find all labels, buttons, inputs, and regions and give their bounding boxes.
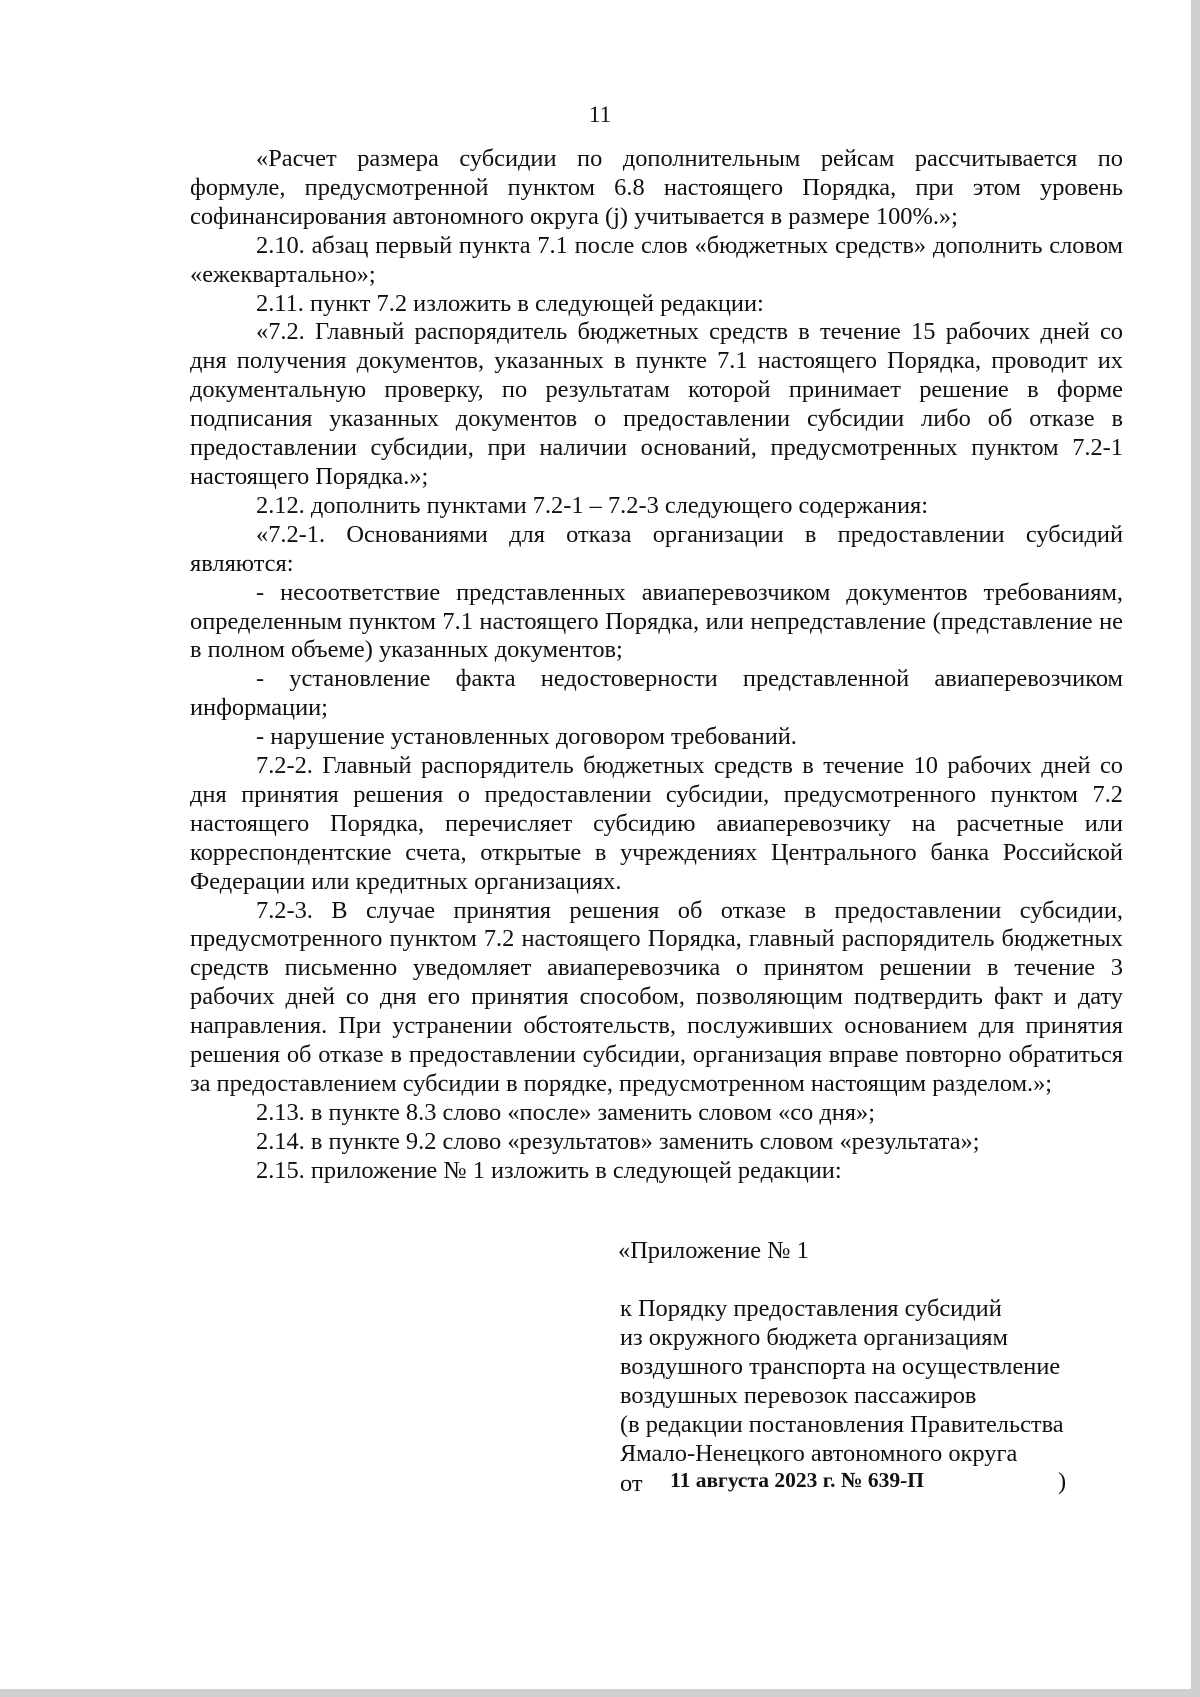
appendix-line: к Порядку предоставления субсидий xyxy=(620,1295,1002,1322)
appendix-line: воздушных перевозок пассажиров xyxy=(620,1381,977,1409)
decree-date-stamp: 11 августа 2023 г. № 639-П xyxy=(670,1468,924,1492)
date-prefix: от xyxy=(620,1470,643,1497)
appendix-line: воздушного транспорта на осуществление xyxy=(620,1352,1061,1380)
paragraph: 2.10. абзац первый пункта 7.1 после слов «бюджетных средств» дополнить словом «ежеквартально»; xyxy=(190,231,1123,288)
paragraph: - установление факта недостоверности представленной авиаперевозчиком информации; xyxy=(190,665,1123,722)
closing-paren: ) xyxy=(1058,1468,1067,1495)
page-number: 11 xyxy=(588,102,612,127)
appendix-line: Ямало-Ненецкого автономного округа xyxy=(620,1439,1018,1467)
paragraph: 2.14. в пункте 9.2 слово «результатов» заменить словом «результата»; xyxy=(256,1127,980,1155)
appendix-caption xyxy=(620,1295,1064,1468)
paragraph: - несоответствие представленных авиаперевозчиком документов требованиям, определенным пунктом 7.1 настоящего Порядка, или непредставление (представление не в полном объеме) указанных документов; xyxy=(190,578,1123,664)
paragraph: 2.15. приложение № 1 изложить в следующей редакции: xyxy=(256,1156,842,1184)
appendix-heading: «Приложение № 1 xyxy=(618,1237,809,1264)
paragraph: 2.12. дополнить пунктами 7.2-1 – 7.2-3 следующего содержания: xyxy=(256,491,929,519)
paragraph: «7.2-1. Основаниями для отказа организации в предоставлении субсидий являются: xyxy=(190,520,1123,577)
appendix-line: из окружного бюджета организациям xyxy=(620,1323,1008,1351)
paragraph: «Расчет размера субсидии по дополнительным рейсам рассчитывается по формуле, предусмотренной пунктом 6.8 настоящего Порядка, при этом уровень софинансирования автономного округа (j) учитывается в размере 100%.»; xyxy=(190,145,1123,230)
paragraph: - нарушение установленных договором требований. xyxy=(256,723,797,751)
paragraph: 7.2-3. В случае принятия решения об отказе в предоставлении субсидии, предусмотренного пунктом 7.2 настоящего Порядка, главный распорядитель бюджетных средств письменно уведомляет авиаперевозчика о принятом решении в течение 3 рабочих дней со дня его принятия способом, позволяющим подтвердить факт и дату направления. При устранении обстоятельств, послуживших основанием для принятия решения об отказе в предоставлении субсидии, организация вправе повторно обратиться за предоставлением субсидии в порядке, предусмотренном настоящим разделом.»; xyxy=(190,896,1123,1097)
paragraph: 7.2-2. Главный распорядитель бюджетных средств в течение 10 рабочих дней со дня принятия решения о предоставлении субсидии, предусмотренного пунктом 7.2 настоящего Порядка, перечисляет субсидию авиаперевозчику на расчетные или корреспондентские счета, открытые в учреждениях Центрального банка Российской Федерации или кредитных организациях. xyxy=(190,752,1123,895)
document-body xyxy=(190,145,1123,1186)
appendix-date-row xyxy=(620,1468,1070,1498)
paragraph: 2.11. пункт 7.2 изложить в следующей редакции: xyxy=(256,289,764,317)
paragraph: «7.2. Главный распорядитель бюджетных средств в течение 15 рабочих дней со дня получения документов, указанных в пункте 7.1 настоящего Порядка, проводит их документальную проверку, по результатам которой принимает решение в форме подписания указанных документов о предоставлении субсидии либо об отказе в предоставлении субсидии, при наличии оснований, предусмотренных пунктом 7.2-1 настоящего Порядка.»; xyxy=(190,318,1123,490)
paragraph: 2.13. в пункте 8.3 слово «после» заменить словом «со дня»; xyxy=(256,1098,875,1126)
appendix-line: (в редакции постановления Правительства xyxy=(620,1410,1064,1438)
